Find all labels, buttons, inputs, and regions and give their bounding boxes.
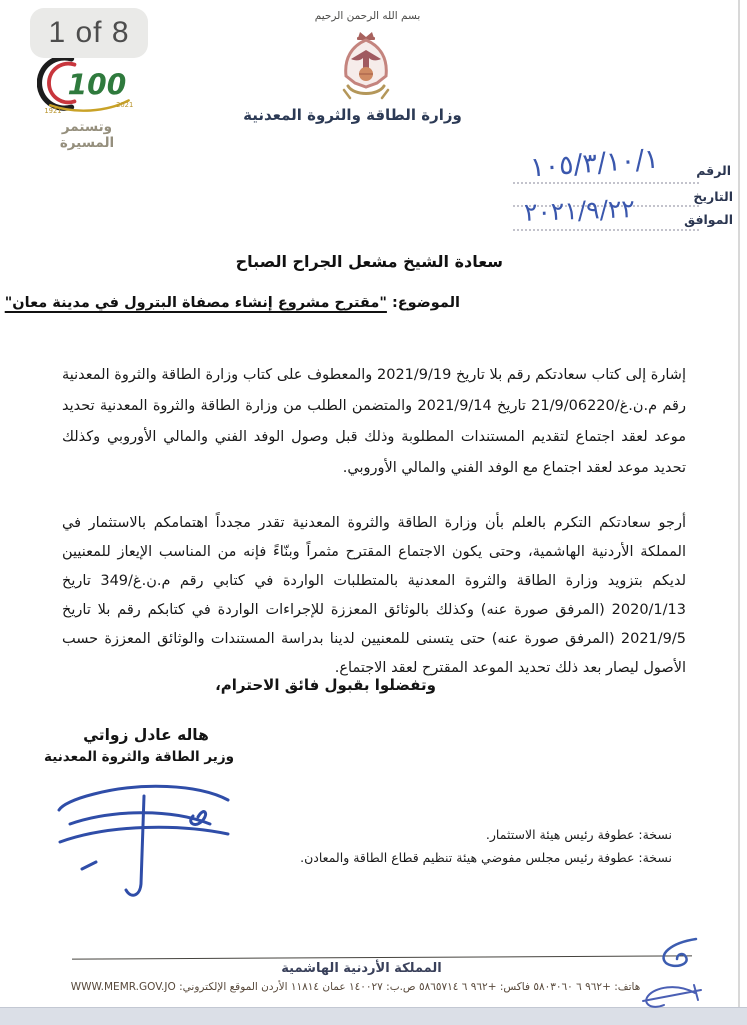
handwritten-paraph-mark-icon: [652, 933, 704, 975]
logo-number-text: 100: [67, 68, 127, 102]
ministry-name-calligraphy: وزارة الطاقة والثروة المعدنية: [243, 106, 462, 124]
handwritten-ref-number: ١٠٥/٣/١٠/١: [529, 143, 660, 184]
closing-salutation: وتفضلوا بقبول فائق الاحترام،: [215, 676, 436, 694]
page-indicator-badge: [30, 8, 148, 58]
bismillah-calligraphy: بسم الله الرحمن الرحيم: [314, 10, 421, 22]
page-edge-shadow: [738, 0, 740, 1007]
paragraph-1: إشارة إلى كتاب سعادتكم رقم بلا تاريخ 2021/9/19 والمعطوف على كتاب وزارة الطاقة والثروة المعدنية رقم م.ن.غ/21/9/06220 تاريخ 2021/9/14 والمتضمن الطلب من وزارة الطاقة والثروة المعدنية تحديد موعد لعقد اجتماع لتقديم المستندات المطلوبة وذلك قبل وصول الوفد الفني والمالي الأوروبي وكذلك تحديد موعد لعقد اجتماع مع الوفد الفني والمالي الأوروبي.: [62, 366, 686, 476]
addressee-line: سعادة الشيخ مشعل الجراح الصباح: [235, 252, 503, 271]
subject-text: "مقترح مشروع إنشاء مصفاة البترول في مدينة معان": [4, 295, 387, 311]
paragraph-2: أرجو سعادتكم التكرم بالعلم بأن وزارة الطاقة والثروة المعدنية تقدر مجدداً اهتمامكم بالاستثمار في المملكة الأردنية الهاشمية، وحتى يكون الاجتماع المقترح مثمراً وبنّاءً فإنه من المناسب الإيعاز للمعنيين لديكم بتزويد وزارة الطاقة والثروة المعدنية بالمتطلبات الواردة في كتابي رقم م.ن.غ/349 تاريخ 2020/1/13 (المرفق صورة عنه) وكذلك بالوثائق المعززة للإجراءات الواردة في كتابكم رقم بلا تاريخ 2021/9/5 (المرفق صورة عنه) حتى يتسنى للمعنيين لدينا بدراسة المستندات والوثائق المعززة حسب الأصول ليصار بعد ذلك تحديد الموعد المقترح لعقد الاجتماع.: [62, 514, 687, 676]
handwritten-signature-icon: [48, 772, 243, 907]
centennial-logo-block: [34, 52, 140, 151]
signature-block: [44, 726, 234, 765]
signer-name: هاله عادل زواتي: [83, 726, 209, 744]
logo-tagline: وتستمر المسيرة: [59, 119, 115, 151]
footer-kingdom-name: المملكة الأردنية الهاشمية: [281, 961, 442, 976]
handwritten-initials-mark-icon: [637, 979, 707, 1015]
signer-title: وزير الطاقة والثروة المعدنية: [44, 749, 234, 765]
page-indicator-label: 1 of 8: [48, 16, 130, 49]
jordan-coat-of-arms-icon: [334, 28, 398, 106]
cc-line-1: نسخة: عطوفة رئيس هيئة الاستثمار.: [485, 827, 672, 842]
subject-label: الموضوع:: [386, 295, 460, 311]
subject-line: [5, 295, 460, 311]
cc-line-2: نسخة: عطوفة رئيس مجلس مفوضي هيئة تنظيم قطاع الطاقة والمعادن.: [300, 850, 672, 865]
footer-divider: [72, 955, 692, 959]
ref-corresponding-line: [513, 229, 699, 231]
cc-block: [300, 823, 672, 869]
logo-year-start: 1921: [44, 107, 62, 114]
footer-contact-line: هاتف: +٩٦٢ ٦ ٥٨٠٣٠٦٠ فاكس: +٩٦٢ ٦ ٥٨٦٥٧١٤ ص.ب: ١٤٠٠٢٧ عمان ١١٨١٤ الأردن الموقع الإلكتروني: WWW.MEMR.GOV.JO: [70, 981, 641, 993]
ref-date-label: التاريخ: [693, 189, 733, 204]
ref-corresponding-label: الموافق: [684, 212, 733, 227]
ref-number-label: الرقم: [696, 163, 731, 178]
scan-background-strip: [0, 1007, 747, 1025]
jordan-centennial-logo-icon: [37, 52, 137, 114]
logo-year-end: 2021: [116, 101, 134, 110]
handwritten-date: ٢٠٢١/٩/٢٢: [523, 194, 636, 227]
